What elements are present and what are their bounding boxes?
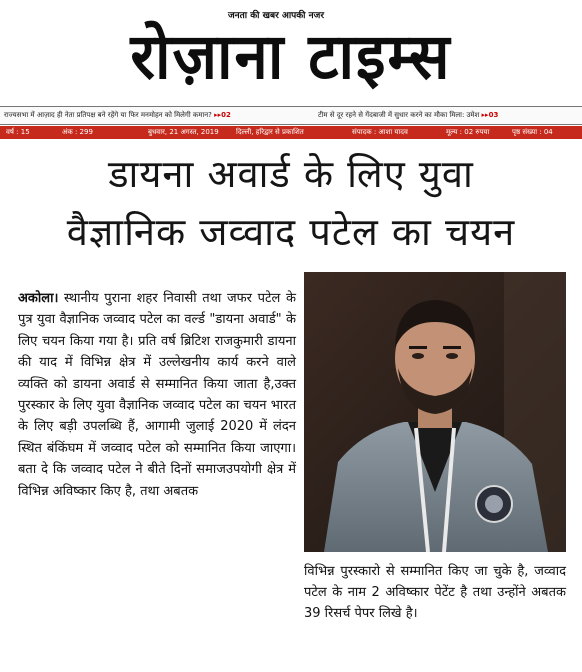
issue-price: मूल्य : 02 रुपया — [446, 128, 490, 136]
teaser-left-page: ▸▸02 — [214, 111, 231, 119]
article-photo — [304, 272, 566, 552]
issue-year: वर्ष : 15 — [6, 128, 30, 136]
teaser-bar — [0, 106, 582, 125]
masthead-title: रोज़ाना टाइम्स — [130, 20, 452, 94]
portrait-image — [304, 272, 566, 552]
issue-info-bar — [0, 126, 582, 139]
headline-line-2: वैज्ञानिक जव्वाद पटेल का चयन — [66, 210, 516, 254]
masthead-tagline: जनता की खबर आपकी नजर — [228, 11, 324, 21]
issue-date: बुधवार, 21 अगस्त, 2019 — [148, 128, 219, 136]
teaser-left[interactable] — [4, 107, 231, 124]
issue-place: दिल्ली, हरिद्वार से प्रकाशित — [236, 128, 304, 136]
teaser-left-text: राज्यसभा में आज़ाद ही नेता प्रतिपक्ष बने रहेंगे या फिर मनमोहन को मिलेगी कमान? — [4, 111, 212, 119]
issue-editor: संपादक : आशा यादव — [352, 128, 408, 136]
teaser-right-text: टीम से दूर रहने से गेंदबाजी में सुधार करने का मौका मिला: उमेश — [318, 111, 480, 119]
masthead — [0, 0, 582, 106]
article-dateline: अकोला। — [18, 291, 59, 306]
teaser-right-page: ▸▸03 — [481, 111, 499, 119]
photo-caption: विभिन्न पुरस्कारो से सम्मानित किए जा चुके है, जव्वाद पटेल के नाम 2 अविष्कार पेटेंट है तथा उन्होंने अबतक 39 रिसर्च पेपर लिखे है। — [304, 564, 566, 621]
teaser-right[interactable] — [318, 107, 498, 124]
headline-line-1: डायना अवार्ड के लिए युवा — [108, 152, 474, 196]
issue-number: अंक : 299 — [62, 128, 93, 136]
article-body-text: स्थानीय पुराना शहर निवासी तथा जफर पटेल के पुत्र युवा वैज्ञानिक जव्वाद पटेल का वर्ल्ड "डायना अवार्ड" के लिए चयन किया गया है। प्रति वर्ष ब्रिटिश राजकुमारी डायना की याद में विभिन्न क्षेत्र में उल्लेखनीय कार्य करने वाले व्यक्ति को डायना अवार्ड से सम्मानित किया जाता है,उक्त पुरस्कार के लिए युवा वैज्ञानिक जव्वाद पटेल का चयन भारत के लिए बड़ी उपलब्धि हैं, आगामी जुलाई 2020 में लंदन स्थित बंकिंघम में जव्वाद पटेल को सम्मानित किया जाएगा। बता दे कि जव्वाद पटेल ने बीते दिनों समाजउपयोगी क्षेत्र में विभिन्न अविष्कार किए है, तथा अबतक — [18, 291, 296, 499]
article-body — [18, 288, 296, 502]
issue-pages: पृष्ठ संख्या : 04 — [512, 128, 553, 136]
